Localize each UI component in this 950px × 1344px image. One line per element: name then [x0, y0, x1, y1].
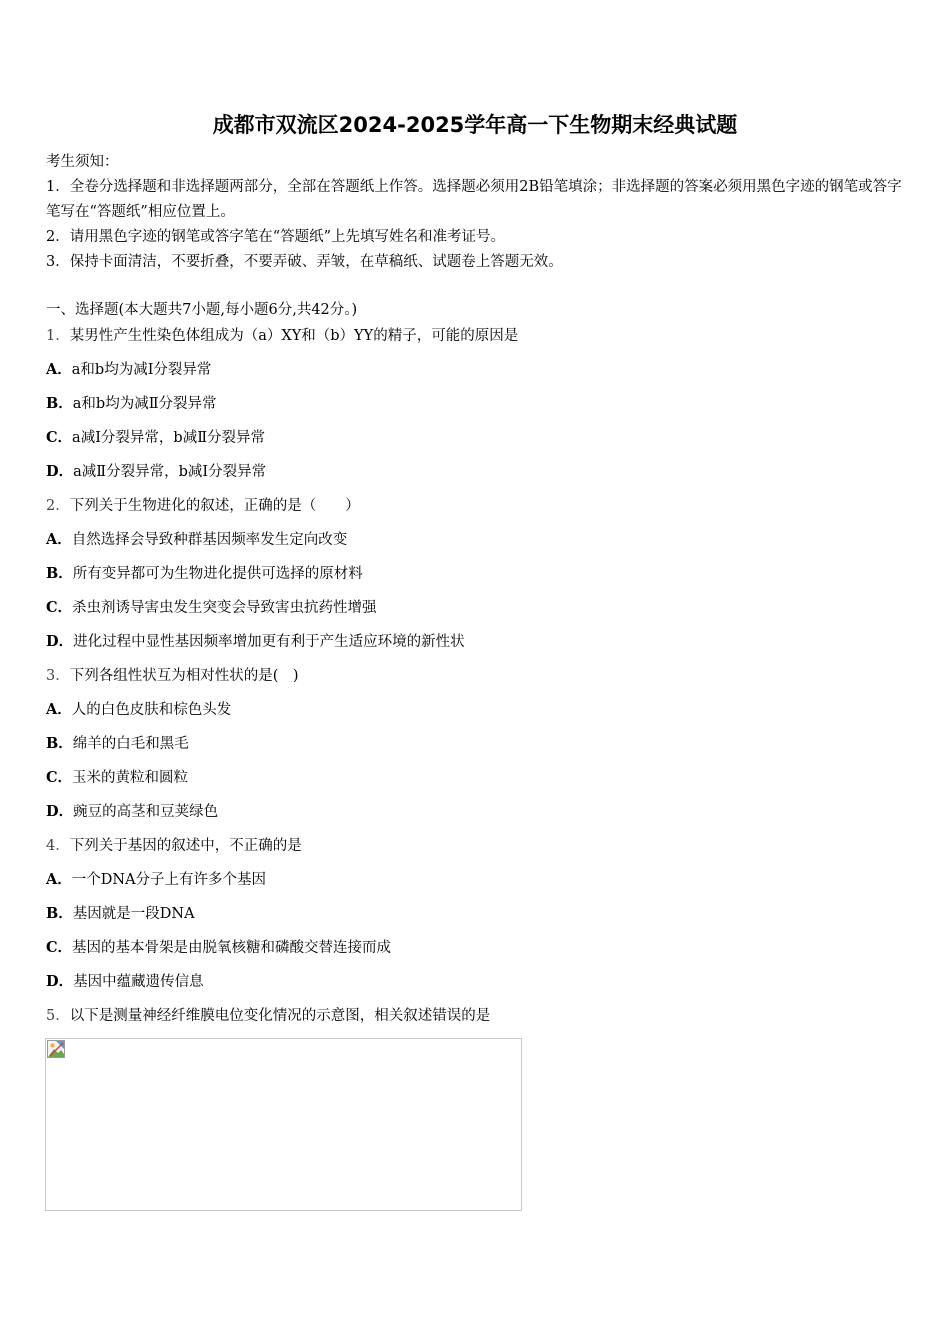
- option-text: 自然选择会导致种群基因频率发生定向改变: [71, 532, 348, 548]
- question-1-option-b: [46, 392, 916, 416]
- question-4: [46, 834, 916, 858]
- notice-heading: 考生须知：: [46, 154, 119, 170]
- option-letter: C．: [46, 429, 73, 446]
- option-text: 人的白色皮肤和棕色头发: [71, 702, 232, 718]
- question-stem: 下列关于生物进化的叙述，正确的是（ ）: [69, 498, 360, 514]
- option-letter: B．: [46, 905, 73, 922]
- question-stem: 下列各组性状互为相对性状的是( ): [69, 668, 299, 684]
- question-2-option-c: [46, 596, 916, 620]
- question-4-option-d: [46, 970, 916, 994]
- question-3: [46, 664, 916, 688]
- question-number: 2．: [46, 498, 70, 514]
- option-text: a减Ⅰ分裂异常，b减Ⅱ分裂异常: [72, 430, 266, 446]
- question-number: 5．: [46, 1008, 70, 1024]
- question-4-option-a: [46, 868, 916, 892]
- option-text: 杀虫剂诱导害虫发生突变会导致害虫抗药性增强: [72, 600, 377, 616]
- section-heading: 一、选择题(本大题共7小题,每小题6分,共42分。): [46, 302, 358, 318]
- option-text: a和b均为减Ⅰ分裂异常: [71, 362, 212, 378]
- question-stem: 下列关于基因的叙述中，不正确的是: [69, 838, 302, 854]
- option-text: 基因的基本骨架是由脱氧核糖和磷酸交替连接而成: [72, 940, 392, 956]
- exam-notice: [46, 150, 906, 275]
- option-text: 玉米的黄粒和圆粒: [72, 770, 189, 786]
- page-title: 成都市双流区2024-2025学年高一下生物期末经典试题: [212, 113, 738, 137]
- option-text: 绵羊的白毛和黑毛: [72, 736, 189, 752]
- option-letter: D．: [46, 633, 74, 650]
- question-1-option-a: [46, 358, 916, 382]
- option-text: 豌豆的高茎和豆荚绿色: [73, 804, 219, 820]
- question-3-option-a: [46, 698, 916, 722]
- option-letter: D．: [46, 803, 74, 820]
- notice-item-2: 2．请用黑色字迹的钢笔或答字笔在“答题纸”上先填写姓名和准考证号。: [46, 229, 506, 245]
- option-text: 进化过程中显性基因频率增加更有利于产生适应环境的新性状: [73, 634, 465, 650]
- option-letter: A．: [46, 361, 72, 378]
- question-5-figure-placeholder: [45, 1038, 522, 1211]
- option-text: a减Ⅱ分裂异常，b减Ⅰ分裂异常: [73, 464, 267, 480]
- option-letter: B．: [46, 565, 73, 582]
- question-1-option-c: [46, 426, 916, 450]
- question-number: 1．: [46, 328, 70, 344]
- option-text: a和b均为减Ⅱ分裂异常: [72, 396, 217, 412]
- question-2: [46, 494, 916, 518]
- question-4-option-c: [46, 936, 916, 960]
- question-4-option-b: [46, 902, 916, 926]
- option-letter: B．: [46, 735, 73, 752]
- option-letter: B．: [46, 395, 73, 412]
- option-letter: C．: [46, 769, 73, 786]
- option-letter: A．: [46, 701, 72, 718]
- question-3-option-b: [46, 732, 916, 756]
- question-1-option-d: [46, 460, 916, 484]
- broken-image-icon: [47, 1040, 65, 1058]
- option-text: 基因就是一段DNA: [72, 906, 195, 922]
- notice-item-1: 1．全卷分选择题和非选择题两部分，全部在答题纸上作答。选择题必须用2B铅笔填涂；非选择题的答案必须用黑色字迹的钢笔或答字笔写在“答题纸”相应位置上。: [46, 179, 902, 220]
- question-2-option-a: [46, 528, 916, 552]
- option-letter: C．: [46, 599, 73, 616]
- option-text: 一个DNA分子上有许多个基因: [71, 872, 267, 888]
- question-3-option-c: [46, 766, 916, 790]
- option-letter: A．: [46, 531, 72, 548]
- option-text: 基因中蕴藏遗传信息: [73, 974, 204, 990]
- question-2-option-d: [46, 630, 916, 654]
- question-number: 4．: [46, 838, 70, 854]
- notice-item-3: 3．保持卡面清洁，不要折叠，不要弄破、弄皱，在草稿纸、试题卷上答题无效。: [46, 254, 563, 270]
- question-stem: 以下是测量神经纤维膜电位变化情况的示意图，相关叙述错误的是: [69, 1008, 491, 1024]
- question-1: [46, 324, 916, 348]
- option-letter: D．: [46, 973, 74, 990]
- option-text: 所有变异都可为生物进化提供可选择的原材料: [72, 566, 363, 582]
- question-3-option-d: [46, 800, 916, 824]
- question-5: [46, 1004, 916, 1028]
- question-number: 3．: [46, 668, 70, 684]
- option-letter: A．: [46, 871, 72, 888]
- option-letter: D．: [46, 463, 74, 480]
- question-2-option-b: [46, 562, 916, 586]
- option-letter: C．: [46, 939, 73, 956]
- question-stem: 某男性产生性染色体组成为（a）XY和（b）YY的精子，可能的原因是: [69, 328, 519, 344]
